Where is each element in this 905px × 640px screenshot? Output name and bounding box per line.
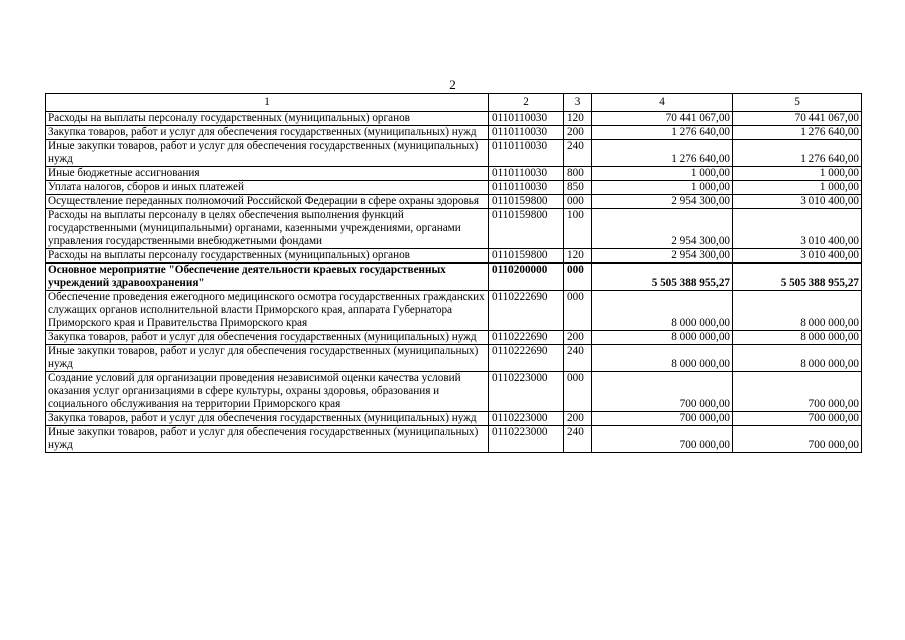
row-sum-2: 3 010 400,00 (733, 249, 862, 264)
row-vr: 240 (564, 140, 592, 167)
table-row (46, 291, 862, 331)
table-row (46, 181, 862, 195)
row-name: Уплата налогов, сборов и иных платежей (46, 181, 489, 195)
row-sum-2: 8 000 000,00 (733, 331, 862, 345)
row-sum-1: 700 000,00 (592, 372, 733, 412)
row-name: Иные закупки товаров, работ и услуг для обеспечения государственных (муниципальных) нужд (46, 140, 489, 167)
table-row (46, 372, 862, 412)
row-vr: 000 (564, 291, 592, 331)
row-sum-1: 1 000,00 (592, 181, 733, 195)
row-csr: 0110222690 (489, 331, 564, 345)
row-sum-2: 5 505 388 955,27 (733, 263, 862, 291)
table-row (46, 167, 862, 181)
row-name: Расходы на выплаты персоналу государственных (муниципальных) органов (46, 249, 489, 264)
column-header: 2 (489, 94, 564, 112)
column-header: 3 (564, 94, 592, 112)
row-vr: 800 (564, 167, 592, 181)
row-sum-2: 700 000,00 (733, 372, 862, 412)
row-sum-1: 70 441 067,00 (592, 112, 733, 126)
row-sum-1: 2 954 300,00 (592, 209, 733, 249)
row-csr: 0110159800 (489, 249, 564, 264)
row-name: Закупка товаров, работ и услуг для обеспечения государственных (муниципальных) нужд (46, 331, 489, 345)
table-row (46, 209, 862, 249)
row-name: Создание условий для организации проведения независимой оценки качества условий оказания услуг организациями в сфере культуры, охраны здоровья, образования и социального обслуживания на территории Приморского края (46, 372, 489, 412)
row-sum-1: 8 000 000,00 (592, 331, 733, 345)
row-vr: 120 (564, 112, 592, 126)
table-row (46, 331, 862, 345)
row-vr: 120 (564, 249, 592, 264)
row-sum-1: 700 000,00 (592, 426, 733, 453)
row-sum-2: 8 000 000,00 (733, 291, 862, 331)
row-csr: 0110159800 (489, 209, 564, 249)
row-vr: 000 (564, 195, 592, 209)
row-sum-1: 8 000 000,00 (592, 291, 733, 331)
row-csr: 0110223000 (489, 426, 564, 453)
row-sum-1: 2 954 300,00 (592, 195, 733, 209)
row-name: Иные закупки товаров, работ и услуг для обеспечения государственных (муниципальных) нужд (46, 345, 489, 372)
row-sum-2: 1 000,00 (733, 167, 862, 181)
row-vr: 240 (564, 426, 592, 453)
row-name: Расходы на выплаты персоналу государственных (муниципальных) органов (46, 112, 489, 126)
table-row (46, 140, 862, 167)
budget-table (45, 93, 862, 453)
row-csr: 0110110030 (489, 126, 564, 140)
row-name: Осуществление переданных полномочий Российской Федерации в сфере охраны здоровья (46, 195, 489, 209)
row-name: Закупка товаров, работ и услуг для обеспечения государственных (муниципальных) нужд (46, 126, 489, 140)
row-sum-1: 1 000,00 (592, 167, 733, 181)
row-sum-1: 5 505 388 955,27 (592, 263, 733, 291)
table-row (46, 345, 862, 372)
column-header: 5 (733, 94, 862, 112)
row-vr: 240 (564, 345, 592, 372)
row-sum-2: 3 010 400,00 (733, 209, 862, 249)
row-vr: 200 (564, 331, 592, 345)
row-csr: 0110223000 (489, 372, 564, 412)
row-csr: 0110222690 (489, 291, 564, 331)
row-sum-1: 8 000 000,00 (592, 345, 733, 372)
row-csr: 0110110030 (489, 140, 564, 167)
row-sum-1: 1 276 640,00 (592, 126, 733, 140)
column-header: 4 (592, 94, 733, 112)
table-row (46, 412, 862, 426)
row-sum-1: 700 000,00 (592, 412, 733, 426)
row-vr: 850 (564, 181, 592, 195)
page-number: 2 (449, 77, 456, 92)
row-sum-2: 8 000 000,00 (733, 345, 862, 372)
row-name: Расходы на выплаты персоналу в целях обеспечения выполнения функций государственными (муниципальными) органами, казенными учреждениями, органами управления государственными внебюджетными фондами (46, 209, 489, 249)
table-header-row (46, 94, 862, 112)
row-vr: 000 (564, 263, 592, 291)
row-sum-2: 700 000,00 (733, 426, 862, 453)
row-vr: 000 (564, 372, 592, 412)
row-name: Основное мероприятие "Обеспечение деятельности краевых государственных учреждений здравоохранения" (46, 263, 489, 291)
row-sum-1: 1 276 640,00 (592, 140, 733, 167)
row-name: Обеспечение проведения ежегодного медицинского осмотра государственных гражданских служащих органов исполнительной власти Приморского края, аппарата Губернатора Приморского края и Правительства Приморского края (46, 291, 489, 331)
table-row (46, 249, 862, 264)
row-csr: 0110110030 (489, 181, 564, 195)
row-name: Иные бюджетные ассигнования (46, 167, 489, 181)
row-sum-2: 700 000,00 (733, 412, 862, 426)
table-row (46, 126, 862, 140)
row-sum-2: 70 441 067,00 (733, 112, 862, 126)
row-csr: 0110159800 (489, 195, 564, 209)
row-sum-2: 3 010 400,00 (733, 195, 862, 209)
table-row (46, 195, 862, 209)
table-row (46, 112, 862, 126)
row-vr: 200 (564, 126, 592, 140)
row-sum-2: 1 000,00 (733, 181, 862, 195)
row-sum-2: 1 276 640,00 (733, 140, 862, 167)
row-csr: 0110110030 (489, 167, 564, 181)
row-csr: 0110222690 (489, 345, 564, 372)
row-sum-1: 2 954 300,00 (592, 249, 733, 264)
table-row (46, 426, 862, 453)
row-csr: 0110110030 (489, 112, 564, 126)
table-row-main-event (46, 263, 862, 291)
row-name: Иные закупки товаров, работ и услуг для обеспечения государственных (муниципальных) нужд (46, 426, 489, 453)
column-header: 1 (46, 94, 489, 112)
row-sum-2: 1 276 640,00 (733, 126, 862, 140)
row-name: Закупка товаров, работ и услуг для обеспечения государственных (муниципальных) нужд (46, 412, 489, 426)
row-vr: 200 (564, 412, 592, 426)
row-vr: 100 (564, 209, 592, 249)
row-csr: 0110223000 (489, 412, 564, 426)
row-csr: 0110200000 (489, 263, 564, 291)
